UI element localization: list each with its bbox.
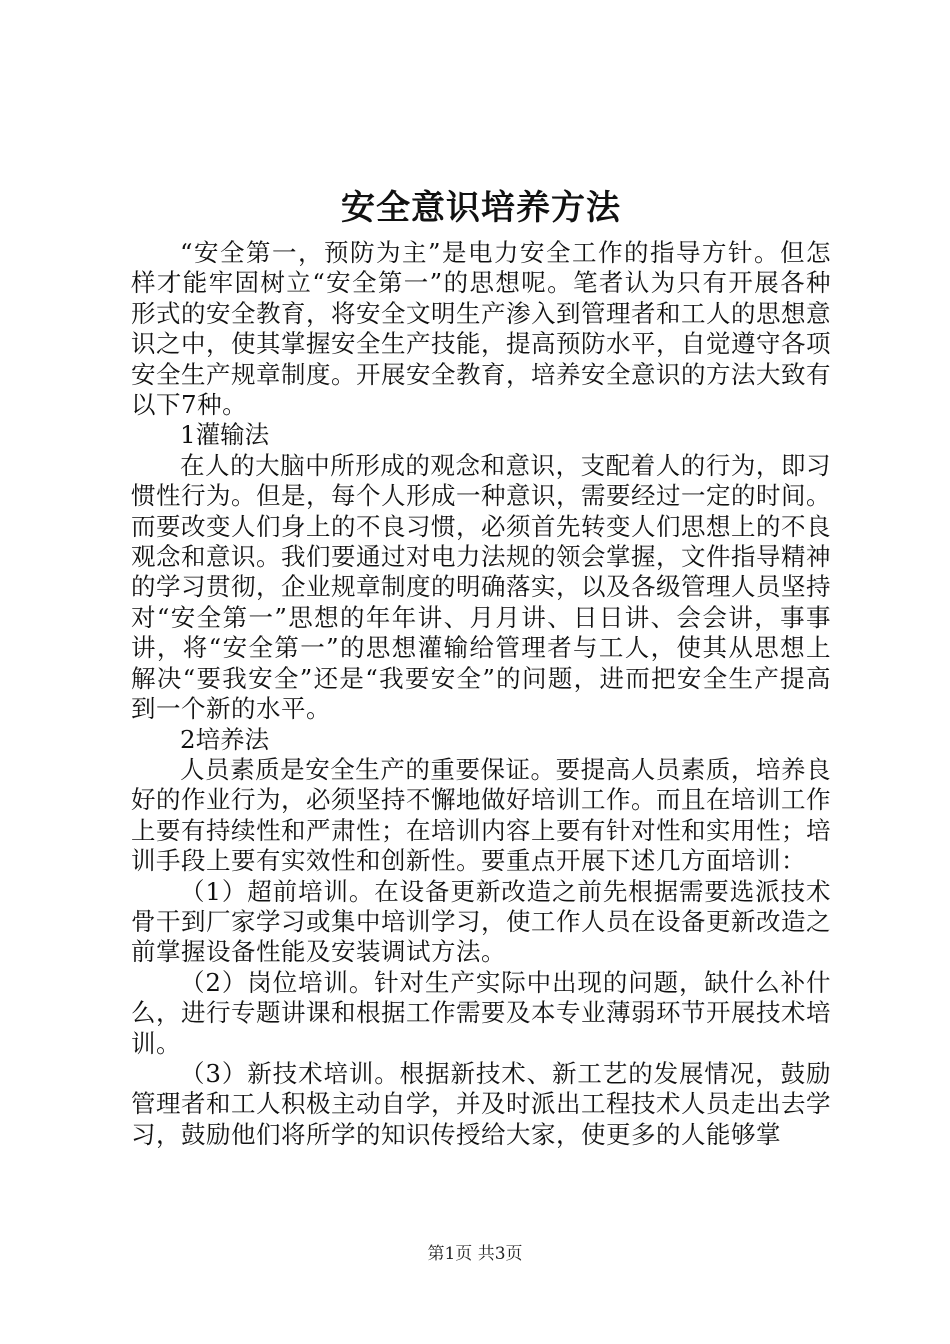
section-body-2: 人员素质是安全生产的重要保证。要提高人员素质，培养良好的作业行为，必须坚持不懈地做好培训工作。而且在培训工作上要有持续性和严肃性；在培训内容上要有针对性和实用性；培训手段上要有实效性和创新性。要重点开展下述几方面培训： xyxy=(131,754,831,876)
section-heading-1: 1灌输法 xyxy=(180,420,270,450)
document-page xyxy=(131,182,831,1150)
section-body-1: 在人的大脑中所形成的观念和意识，支配着人的行为，即习惯性行为。但是，每个人形成一种意识，需要经过一定的时间。而要改变人们身上的不良习惯，必须首先转变人们思想上的不良观念和意识。我们要通过对电力法规的领会掌握，文件指导精神的学习贯彻，企业规章制度的明确落实，以及各级管理人员坚持对“安全第一”思想的年年讲、月月讲、日日讲、会会讲，事事讲，将“安全第一”的思想灌输给管理者与工人，使其从思想上解决“要我安全”还是“我要安全”的问题，进而把安全生产提高到一个新的水平。 xyxy=(131,450,831,724)
intro-paragraph: “安全第一，预防为主”是电力安全工作的指导方针。但怎样才能牢固树立“安全第一”的思想呢。笔者认为只有开展各种形式的安全教育，将安全文明生产渗入到管理者和工人的思想意识之中，使其掌握安全生产技能，提高预防水平，自觉遵守各项安全生产规章制度。开展安全教育，培养安全意识的方法大致有以下7种。 xyxy=(131,238,831,420)
list-item-2: （2）岗位培训。针对生产实际中出现的问题，缺什么补什么，进行专题讲课和根据工作需要及本专业薄弱环节开展技术培训。 xyxy=(131,967,831,1058)
list-item-3: （3）新技术培训。根据新技术、新工艺的发展情况，鼓励管理者和工人积极主动自学，并及时派出工程技术人员走出去学习，鼓励他们将所学的知识传授给大家，使更多的人能够掌 xyxy=(131,1058,831,1149)
section-heading-2: 2培养法 xyxy=(180,724,270,754)
page-footer: 第1页 共3页 xyxy=(427,1244,523,1264)
document-title: 安全意识培养方法 xyxy=(341,188,621,228)
list-item-1: （1）超前培训。在设备更新改造之前先根据需要选派技术骨干到厂家学习或集中培训学习，使工作人员在设备更新改造之前掌握设备性能及安装调试方法。 xyxy=(131,876,831,967)
